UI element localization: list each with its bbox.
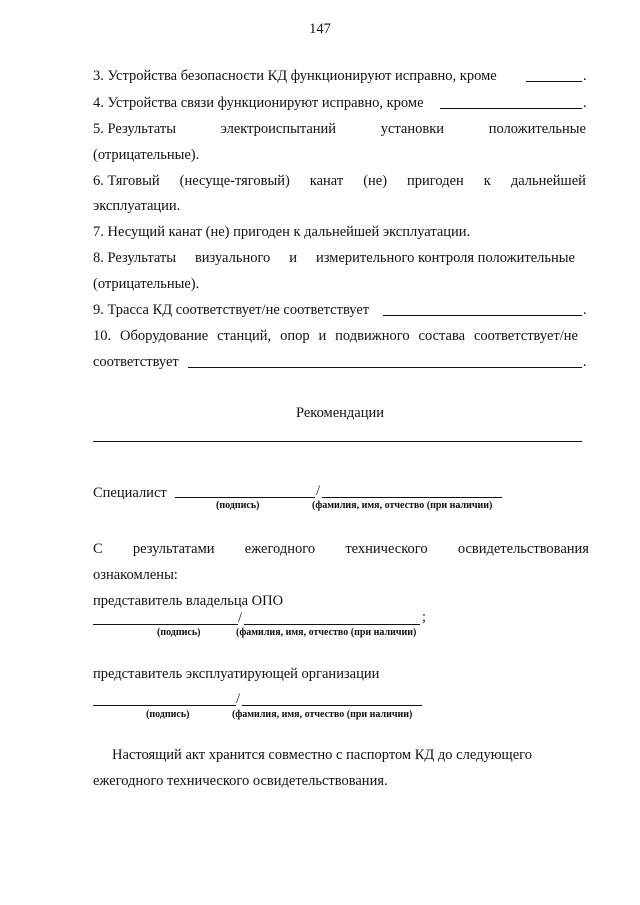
familiarized-word: технического — [345, 541, 428, 557]
item-8-word: и — [289, 250, 298, 266]
owner-rep-label: представитель владельца ОПО — [93, 593, 284, 609]
operator-rep-signature-field[interactable] — [93, 705, 236, 706]
item-3-end: . — [583, 68, 587, 84]
recommendations-title: Рекомендации — [295, 405, 385, 421]
item-8-word: измерительного контроля положительные — [316, 250, 575, 266]
specialist-signature-caption: (подпись) — [216, 500, 260, 511]
item-6-word: пригоден — [407, 173, 464, 189]
item-5-word: 5. Результаты — [93, 121, 176, 137]
item-9-text: 9. Трасса КД соответствует/не соответствует — [93, 302, 370, 318]
operator-rep-signature-caption: (подпись) — [146, 709, 190, 720]
operator-rep-slash: / — [236, 691, 241, 707]
item-10-word: соответствует/не — [473, 328, 578, 344]
item-10-word: и — [318, 328, 327, 344]
item-8-word: 8. Результаты — [93, 250, 176, 266]
item-4-blank[interactable] — [440, 108, 582, 109]
item-6-word: (не) — [363, 173, 388, 189]
familiarized-word: ежегодного — [244, 541, 316, 557]
item-10-word: Оборудование — [120, 328, 209, 344]
item-9-blank[interactable] — [383, 315, 582, 316]
operator-rep-name-caption: (фамилия, имя, отчество (при наличии) — [232, 709, 413, 720]
owner-rep-slash: / — [238, 610, 243, 626]
item-10-word: 10. — [93, 328, 112, 344]
owner-rep-name-caption: (фамилия, имя, отчество (при наличии) — [236, 627, 417, 638]
closing-line1: Настоящий акт хранится совместно с паспортом КД до следующего — [112, 747, 532, 763]
operator-rep-name-field[interactable] — [242, 705, 422, 706]
item-8-line1 — [93, 249, 575, 267]
item-6-word: канат — [309, 173, 344, 189]
item-5-word: положительные — [488, 121, 586, 137]
owner-rep-end: ; — [422, 609, 427, 625]
item-4-end: . — [583, 95, 587, 111]
item-10-blank[interactable] — [188, 367, 582, 368]
owner-rep-signature-caption: (подпись) — [157, 627, 201, 638]
item-5-word: электроиспытаний — [220, 121, 337, 137]
specialist-label: Специалист — [93, 485, 167, 501]
familiarized-word: освидетельствования — [457, 541, 589, 557]
familiarized-line1 — [93, 540, 589, 558]
item-6-line1 — [93, 172, 586, 190]
item-6-word: дальнейшей — [510, 173, 586, 189]
page-number: 147 — [309, 21, 331, 37]
item-10-word: подвижного — [335, 328, 410, 344]
closing-line2: ежегодного технического освидетельствования. — [93, 773, 388, 789]
item-10-word: станций, — [217, 328, 272, 344]
item-3-blank[interactable] — [526, 81, 582, 82]
familiarized-line2: ознакомлены: — [93, 567, 178, 583]
item-10-word: опор — [280, 328, 310, 344]
item-10-end: . — [583, 354, 587, 370]
operator-rep-label: представитель эксплуатирующей организации — [93, 666, 380, 682]
item-8-word: визуального — [194, 250, 271, 266]
specialist-name-caption: (фамилия, имя, отчество (при наличии) — [312, 500, 493, 511]
item-6-word: 6. Тяговый — [93, 173, 160, 189]
item-3-text: 3. Устройства безопасности КД функционируют исправно, кроме — [93, 68, 497, 84]
item-6-word: к — [483, 173, 491, 189]
specialist-name-field[interactable] — [322, 497, 502, 498]
item-10-line1 — [93, 327, 578, 345]
item-10-word: состава — [418, 328, 466, 344]
specialist-signature-field[interactable] — [175, 497, 315, 498]
recommendations-field[interactable] — [93, 441, 582, 442]
item-10-line2: соответствует — [93, 354, 179, 370]
item-6-line2: эксплуатации. — [93, 198, 181, 214]
specialist-slash: / — [316, 483, 321, 499]
item-5-line1 — [93, 120, 586, 138]
item-5-word: установки — [380, 121, 445, 137]
familiarized-word: результатами — [132, 541, 215, 557]
owner-rep-name-field[interactable] — [244, 624, 420, 625]
item-8-line2: (отрицательные). — [93, 276, 200, 292]
item-5-line2: (отрицательные). — [93, 147, 200, 163]
owner-rep-signature-field[interactable] — [93, 624, 238, 625]
item-7-text: 7. Несущий канат (не) пригоден к дальнейшей эксплуатации. — [93, 224, 471, 240]
item-6-word: (несуще-тяговый) — [179, 173, 290, 189]
item-9-end: . — [583, 302, 587, 318]
familiarized-word: С — [93, 541, 103, 557]
item-4-text: 4. Устройства связи функционируют исправно, кроме — [93, 95, 424, 111]
